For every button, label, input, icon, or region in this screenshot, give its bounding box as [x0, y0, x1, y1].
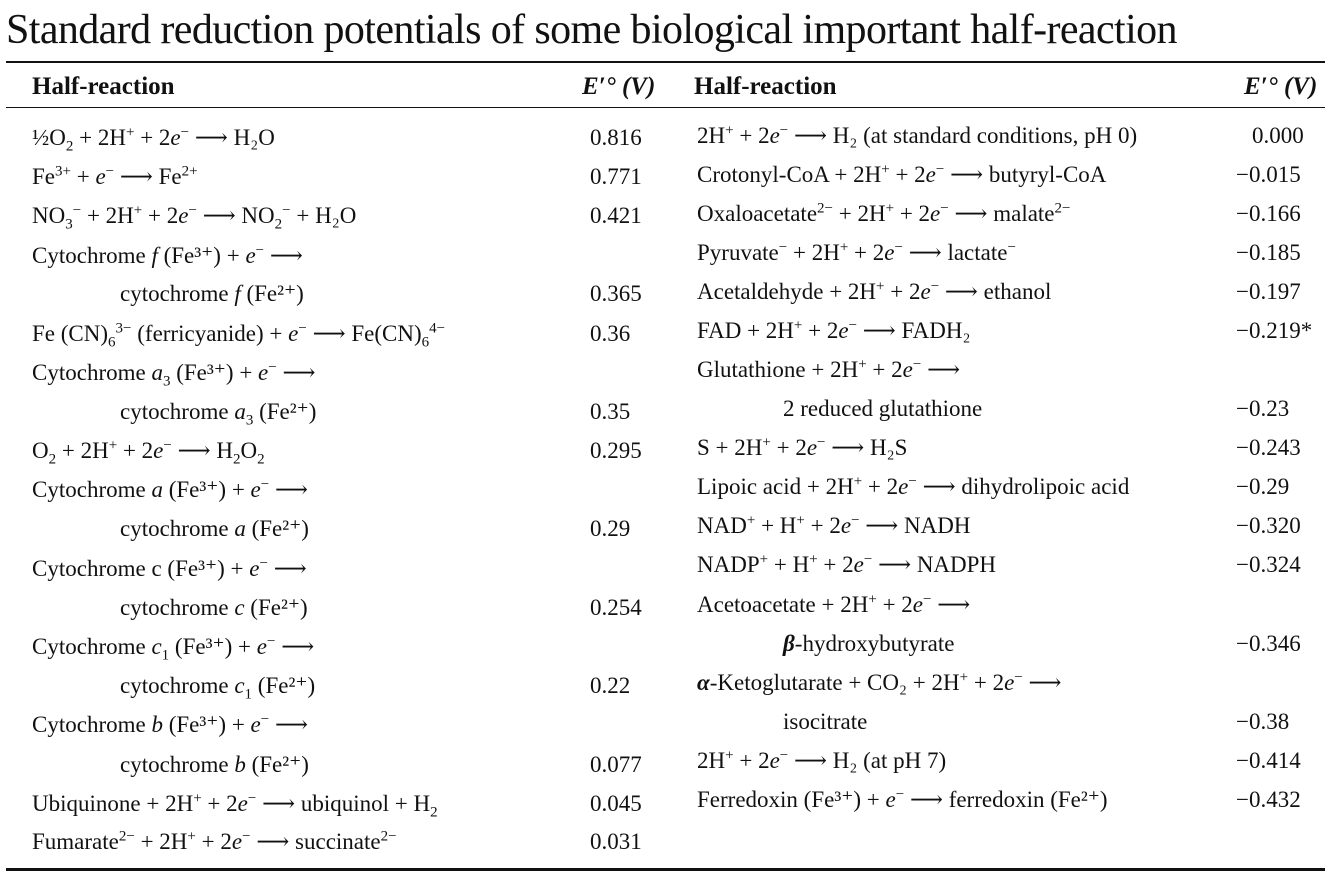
potential-fumarate: 0.031 [590, 829, 642, 854]
reaction-h2-ph7: 2H+ + 2e− ⟶ H₂ (at pH 7) [697, 747, 947, 773]
reaction-fe3-fe2: $Fe^{3+} + e^-$ ⟶ $Fe^{2+}$ [32, 163, 198, 189]
reaction-no3-no2: $NO_3^- + 2H^+ + 2e^-$ ⟶ $NO_2^- + H_2O$ [32, 202, 357, 233]
reaction-ubiquinone: Ubiquinone + 2H+ + 2e− ⟶ ubiquinol + $H_2$ [32, 790, 438, 821]
potential-ubiquinone: 0.045 [590, 791, 642, 816]
header-half-reaction-right: Half-reaction [694, 73, 837, 100]
reaction-oxaloacetate: Oxaloacetate$^{2-}$ + 2H+ + 2e− ⟶ malate$^{2-}$ [697, 200, 1071, 226]
reaction-cyt-c1-line2: cytochrome $c_1$ (Fe²⁺) [120, 673, 316, 703]
reaction-pyruvate: Pyruvate− + 2H+ + 2e− ⟶ lactate− [697, 239, 1016, 265]
reaction-o2-h2o: $\frac{1}{2}O_2 + 2H^+ + 2e^-$ ⟶ H₂O [32, 124, 275, 155]
reaction-glutathione-line1: Glutathione + 2H+ + 2e− ⟶ [697, 356, 961, 382]
potential-cyt-c: 0.254 [590, 595, 642, 620]
reaction-ketoglutarate-line1: α-Ketoglutarate + CO₂ + 2H+ + 2e− ⟶ [697, 669, 1062, 695]
reaction-o2-h2o2: $O_2 + 2H^+ + 2e^-$ ⟶ $H_2O_2$ [32, 437, 265, 468]
potential-fe3-fe2: 0.771 [590, 164, 642, 189]
potential-o2-h2o: 0.816 [590, 125, 642, 150]
page-title: Standard reduction potentials of some biological important half-reaction [6, 7, 1177, 53]
table-header-rule [6, 107, 1325, 108]
reaction-cyt-f-line1: Cytochrome f (Fe³⁺) + e− ⟶ [32, 242, 303, 268]
potential-no3-no2: 0.421 [590, 203, 642, 228]
reaction-cyt-c-line2: cytochrome c (Fe²⁺) [120, 595, 308, 620]
potential-nadp: −0.324 [1236, 552, 1301, 577]
reaction-nadp: NADP+ + H+ + 2e− ⟶ NADPH [697, 551, 997, 577]
potential-cyt-f: 0.365 [590, 281, 642, 306]
potential-lipoic: −0.29 [1236, 474, 1290, 499]
potential-cyt-b: 0.077 [590, 752, 642, 777]
potential-sulfur: −0.243 [1236, 435, 1301, 460]
reaction-cyt-c-line1: Cytochrome c (Fe³⁺) + e− ⟶ [32, 555, 307, 581]
potential-nad: −0.320 [1236, 513, 1301, 538]
header-potential-right: E′° (V) [1244, 73, 1318, 100]
potential-ferricyanide: 0.36 [590, 321, 631, 346]
potential-cyt-c1: 0.22 [590, 673, 631, 698]
reaction-acetoacetate-line1: Acetoacetate + 2H+ + 2e− ⟶ [697, 591, 971, 617]
potential-acetoacetate: −0.346 [1236, 631, 1301, 656]
reaction-cyt-a3-line2: cytochrome $a_3$ (Fe²⁺) [120, 399, 317, 429]
potential-h2-ph7: −0.414 [1236, 748, 1301, 773]
header-half-reaction-left: Half-reaction [32, 73, 175, 100]
reaction-ferricyanide: Fe $(CN)_6^{3-}$ (ferricyanide) + e− ⟶ $Fe(CN)_6^{4-}$ [32, 320, 446, 351]
reaction-cyt-c1-line1: Cytochrome $c_1$ (Fe³⁺) + e− ⟶ [32, 633, 315, 664]
reaction-sulfur: S + 2H+ + 2e− ⟶ H₂S [697, 434, 908, 460]
reaction-nad: NAD+ + H+ + 2e− ⟶ NADH [697, 512, 971, 538]
potential-crotonyl: −0.015 [1236, 162, 1301, 187]
potential-cyt-a3: 0.35 [590, 399, 631, 424]
reaction-fumarate: Fumarate$^{2-}$ + 2H+ + 2e− ⟶ succinate$^{2-}$ [32, 828, 397, 854]
potential-ketoglutarate: −0.38 [1236, 709, 1290, 734]
potential-acetaldehyde: −0.197 [1236, 279, 1301, 304]
potential-pyruvate: −0.185 [1236, 240, 1301, 265]
reaction-ketoglutarate-line2: isocitrate [783, 709, 868, 734]
reaction-cyt-b-line2: cytochrome b (Fe²⁺) [120, 752, 309, 777]
reaction-cyt-b-line1: Cytochrome b (Fe³⁺) + e− ⟶ [32, 711, 308, 737]
reaction-lipoic: Lipoic acid + 2H+ + 2e− ⟶ dihydrolipoic acid [697, 473, 1130, 499]
potential-glutathione: −0.23 [1236, 396, 1290, 421]
reaction-cyt-f-line2: cytochrome f (Fe²⁺) [120, 281, 304, 306]
header-potential-left: E′° (V) [582, 73, 656, 100]
potential-o2-h2o2: 0.295 [590, 438, 642, 463]
reaction-acetoacetate-line2: β-hydroxybutyrate [783, 631, 955, 656]
potential-oxaloacetate: −0.166 [1236, 201, 1301, 226]
reaction-cyt-a3-line1: Cytochrome $a_3$ (Fe³⁺) + e− ⟶ [32, 359, 316, 390]
table-bottom-rule [6, 868, 1325, 871]
reaction-cyt-a-line2: cytochrome a (Fe²⁺) [120, 516, 309, 541]
reaction-h2-ph0: 2H+ + 2e− ⟶ H₂ (at standard conditions, pH 0) [697, 122, 1138, 148]
potential-h2-ph0: 0.000 [1252, 123, 1304, 148]
reaction-fad: FAD + 2H+ + 2e− ⟶ FADH₂ [697, 317, 971, 343]
table-top-rule [6, 61, 1325, 63]
reaction-crotonyl: Crotonyl-CoA + 2H+ + 2e− ⟶ butyryl-CoA [697, 161, 1107, 187]
potential-fad: −0.219* [1236, 318, 1313, 343]
reaction-acetaldehyde: Acetaldehyde + 2H+ + 2e− ⟶ ethanol [697, 278, 1052, 304]
reaction-glutathione-line2: 2 reduced glutathione [783, 396, 983, 421]
reaction-cyt-a-line1: Cytochrome a (Fe³⁺) + e− ⟶ [32, 476, 308, 502]
potential-ferredoxin: −0.432 [1236, 787, 1301, 812]
reaction-ferredoxin: Ferredoxin (Fe³⁺) + e− ⟶ ferredoxin (Fe²⁺) [697, 786, 1108, 812]
potential-cyt-a: 0.29 [590, 516, 631, 541]
